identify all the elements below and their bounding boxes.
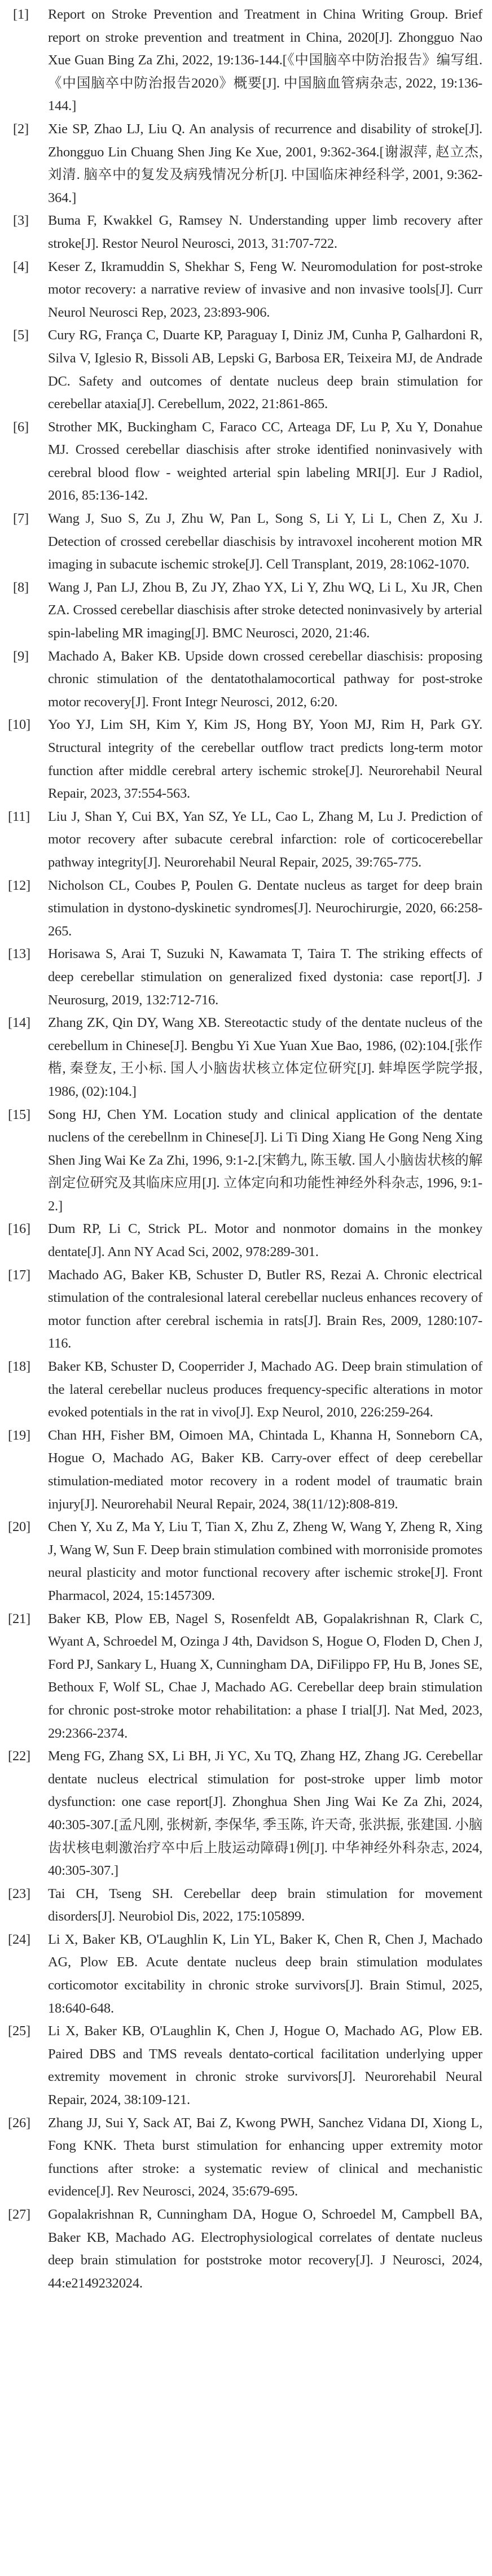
reference-label: [26] — [8, 2115, 31, 2131]
reference-text: Wang J, Pan LJ, Zhou B, Zu JY, Zhao YX, Li Y, Zhu WQ, Li L, Xu JR, Chen ZA. Crossed cerebellar diaschisis after stroke detected noninvasively by arterial spin-labeling MR imaging[J]. BMC Neurosci, 2020, 21:46. — [48, 579, 482, 641]
reference-item-2 — [8, 118, 482, 209]
reference-text: Cury RG, França C, Duarte KP, Paraguay I, Diniz JM, Cunha P, Galhardoni R, Silva V, Iglesio R, Bissoli AB, Lepski G, Barbosa ER, Teixeira MJ, de Andrade DC. Safety and outcomes of dentate nucleus deep brain stimulation for cerebellar ataxia[J]. Cerebellum, 2022, 21:861-865. — [48, 327, 482, 412]
reference-item-3 — [8, 209, 482, 255]
reference-item-23 — [8, 1883, 482, 1928]
reference-item-15 — [8, 1104, 482, 1218]
reference-text: Liu J, Shan Y, Cui BX, Yan SZ, Ye LL, Cao L, Zhang M, Lu J. Prediction of motor recovery after subacute cerebral infarction: role of corticocerebellar pathway integrity[J]. Neurorehabil Neural Repair, 2025, 39:765-775. — [48, 808, 482, 870]
reference-item-9 — [8, 645, 482, 714]
reference-label: [24] — [8, 1931, 31, 1947]
reference-label: [11] — [8, 808, 30, 824]
reference-item-13 — [8, 943, 482, 1012]
reference-label: [21] — [8, 1611, 31, 1626]
reference-label: [5] — [13, 327, 29, 343]
reference-text: Strother MK, Buckingham C, Faraco CC, Arteaga DF, Lu P, Xu Y, Donahue MJ. Crossed cerebellar diaschisis after stroke identified noninvasively with cerebral blood flow - weighted arterial spin labeling MRI[J]. Eur J Radiol, 2016, 85:136-142. — [48, 419, 482, 504]
reference-text: Song HJ, Chen YM. Location study and clinical application of the dentate nuclens of the cerebellnm in Chinese[J]. Li Ti Ding Xiang He Gong Neng Xing Shen Jing Wai Ke Za Zhi, 1996, 9:1-2.[宋鹤九, 陈玉敏. 国人小脑齿状核的解剖定位研究及其临床应用[J]. 立体定向和功能性神经外科杂志, 1996, 9:1-2.] — [48, 1107, 482, 1214]
reference-text: Li X, Baker KB, O'Laughlin K, Chen J, Hogue O, Machado AG, Plow EB. Paired DBS and TMS reveals dentato-cortical facilitation underlying upper extremity movement in chronic stroke survivors[J]. Neurorehabil Neural Repair, 2024, 38:109-121. — [48, 2023, 482, 2108]
reference-label: [4] — [13, 259, 29, 274]
reference-text: Yoo YJ, Lim SH, Kim Y, Kim JS, Hong BY, Yoon MJ, Rim H, Park GY. Structural integrity of the cerebellar outflow tract predicts long-term motor function after middle cerebral artery ischemic stroke[J]. Neurorehabil Neural Repair, 2023, 37:554-563. — [48, 717, 482, 802]
reference-item-16 — [8, 1218, 482, 1263]
reference-label: [7] — [13, 511, 29, 527]
reference-text: Machado AG, Baker KB, Schuster D, Butler RS, Rezai A. Chronic electrical stimulation of the contralesional lateral cerebellar nucleus enhances recovery of motor function after cerebral ischemia in rats[J]. Brain Res, 2009, 1280:107-116. — [48, 1267, 482, 1352]
reference-label: [14] — [8, 1015, 31, 1031]
reference-item-22 — [8, 1745, 482, 1883]
reference-text: Dum RP, Li C, Strick PL. Motor and nonmotor domains in the monkey dentate[J]. Ann NY Acad Sci, 2002, 978:289-301. — [48, 1221, 482, 1260]
reference-item-11 — [8, 806, 482, 874]
reference-label: [22] — [8, 1748, 31, 1764]
reference-text: Chan HH, Fisher BM, Oimoen MA, Chintada L, Khanna H, Sonneborn CA, Hogue O, Machado AG, Baker KB. Carry-over effect of deep cerebellar stimulation-mediated motor recovery in a rodent model of traumatic brain injury[J]. Neurorehabil Neural Repair, 2024, 38(11/12):808-819. — [48, 1427, 482, 1512]
reference-label: [18] — [8, 1359, 31, 1375]
reference-item-12 — [8, 874, 482, 943]
reference-item-6 — [8, 416, 482, 508]
reference-label: [16] — [8, 1221, 31, 1237]
reference-item-17 — [8, 1264, 482, 1355]
reference-text: Machado A, Baker KB. Upside down crossed cerebellar diaschisis: proposing chronic stimulation of the dentatothalamocortical pathway for post-stroke motor recovery[J]. Front Integr Neurosci, 2012, 6:20. — [48, 648, 482, 710]
reference-label: [13] — [8, 946, 31, 962]
reference-label: [2] — [13, 121, 29, 137]
reference-label: [17] — [8, 1267, 31, 1283]
reference-item-27 — [8, 2203, 482, 2295]
reference-item-1 — [8, 3, 482, 118]
reference-text: Gopalakrishnan R, Cunningham DA, Hogue O, Schroedel M, Campbell BA, Baker KB, Machado AG. Electrophysiological correlates of dentate nucleus deep brain stimulation for poststroke motor recovery[J]. J Neurosci, 2024, 44:e2149232024. — [48, 2207, 482, 2291]
reference-label: [6] — [13, 419, 29, 435]
reference-label: [25] — [8, 2023, 31, 2039]
reference-text: Report on Stroke Prevention and Treatment in China Writing Group. Brief report on stroke prevention and treatment in China, 2020[J]. Zhongguo Nao Xue Guan Bing Za Zhi, 2022, 19:136-144.[《中国脑卒中防治报告》编写组.《中国脑卒中防治报告2020》概要[J]. 中国脑血管病杂志, 2022, 19:136-144.] — [48, 7, 482, 114]
reference-text: Wang J, Suo S, Zu J, Zhu W, Pan L, Song S, Li Y, Li L, Chen Z, Xu J. Detection of crossed cerebellar diaschisis by intravoxel incoherent motion MR imaging in subacute ischemic stroke[J]. Cell Transplant, 2019, 28:1062-1070. — [48, 511, 482, 572]
reference-label: [23] — [8, 1886, 31, 1901]
reference-text: Zhang ZK, Qin DY, Wang XB. Stereotactic study of the dentate nucleus of the cerebellum in Chinese[J]. Bengbu Yi Xue Yuan Xue Bao, 1986, (02):104.[张作楷, 秦登友, 王小标. 国人小脑齿状核立体定位研究[J]. 蚌埠医学院学报, 1986, (02):104.] — [48, 1015, 482, 1099]
reference-item-18 — [8, 1355, 482, 1424]
reference-item-25 — [8, 2020, 482, 2111]
reference-item-21 — [8, 1608, 482, 1746]
reference-text: Nicholson CL, Coubes P, Poulen G. Dentate nucleus as target for deep brain stimulation in dystono-dyskinetic syndromes[J]. Neurochirurgie, 2020, 66:258-265. — [48, 877, 482, 939]
reference-label: [3] — [13, 213, 29, 229]
reference-label: [27] — [8, 2207, 31, 2222]
reference-label: [20] — [8, 1519, 31, 1535]
reference-item-4 — [8, 256, 482, 325]
reference-text: Meng FG, Zhang SX, Li BH, Ji YC, Xu TQ, Zhang HZ, Zhang JG. Cerebellar dentate nucleus electrical stimulation for post-stroke upper limb motor dysfunction: one case report[J]. Zhonghua Shen Jing Wai Ke Za Zhi, 2024, 40:305-307.[孟凡刚, 张树新, 李保华, 季玉陈, 许天奇, 张洪振, 张建国. 小脑齿状核电刺激治疗卒中后上肢运动障碍1例[J]. 中华神经外科杂志, 2024, 40:305-307.] — [48, 1748, 482, 1879]
reference-label: [1] — [13, 7, 29, 22]
reference-text: Li X, Baker KB, O'Laughlin K, Lin YL, Baker K, Chen R, Chen J, Machado AG, Plow EB. Acute dentate nucleus deep brain stimulation modulates corticomotor excitability in chronic stroke survivors[J]. Brain Stimul, 2025, 18:640-648. — [48, 1931, 482, 2016]
reference-item-26 — [8, 2112, 482, 2203]
reference-label: [8] — [13, 579, 29, 595]
reference-text: Chen Y, Xu Z, Ma Y, Liu T, Tian X, Zhu Z, Zheng W, Wang Y, Zheng R, Xing J, Wang W, Sun F. Deep brain stimulation combined with morroniside promotes neural plasticity and motor functional recovery after ischemic stroke[J]. Front Pharmacol, 2024, 15:1457309. — [48, 1519, 482, 1603]
reference-item-5 — [8, 324, 482, 416]
reference-label: [10] — [8, 717, 31, 733]
reference-label: [12] — [8, 877, 31, 893]
reference-text: Keser Z, Ikramuddin S, Shekhar S, Feng W. Neuromodulation for post-stroke motor recovery: a narrative review of invasive and non invasive tools[J]. Curr Neurol Neurosci Rep, 2023, 23:893-906. — [48, 259, 482, 320]
reference-item-14 — [8, 1012, 482, 1103]
reference-text: Xie SP, Zhao LJ, Liu Q. An analysis of recurrence and disability of stroke[J]. Zhongguo Lin Chuang Shen Jing Ke Xue, 2001, 9:362-364.[谢淑萍, 赵立杰, 刘清. 脑卒中的复发及病残情况分析[J]. 中国临床神经科学, 2001, 9:362-364.] — [48, 121, 482, 205]
reference-item-24 — [8, 1928, 482, 2020]
reference-item-8 — [8, 576, 482, 645]
reference-item-19 — [8, 1424, 482, 1516]
reference-text: Zhang JJ, Sui Y, Sack AT, Bai Z, Kwong PWH, Sanchez Vidana DI, Xiong L, Fong KNK. Theta burst stimulation for enhancing upper extremity motor functions after stroke: a systematic review of clinical and mechanistic evidence[J]. Rev Neurosci, 2024, 35:679-695. — [48, 2115, 482, 2199]
reference-text: Baker KB, Schuster D, Cooperrider J, Machado AG. Deep brain stimulation of the lateral cerebellar nucleus produces frequency-specific alterations in motor evoked potentials in the rat in vivo[J]. Exp Neurol, 2010, 226:259-264. — [48, 1359, 482, 1420]
reference-item-7 — [8, 508, 482, 576]
reference-item-20 — [8, 1516, 482, 1607]
reference-text: Baker KB, Plow EB, Nagel S, Rosenfeldt AB, Gopalakrishnan R, Clark C, Wyant A, Schroedel M, Ozinga J 4th, Davidson S, Hogue O, Floden D, Chen J, Ford PJ, Sankary L, Huang X, Cunningham DA, DiFilippo FP, Hu B, Jones SE, Bethoux F, Wolf SL, Chae J, Machado AG. Cerebellar deep brain stimulation for chronic post-stroke motor rehabilitation: a phase I trial[J]. Nat Med, 2023, 29:2366-2374. — [48, 1611, 482, 1741]
reference-label: [9] — [13, 648, 29, 664]
reference-text: Horisawa S, Arai T, Suzuki N, Kawamata T, Taira T. The striking effects of deep cerebellar stimulation on generalized fixed dystonia: case report[J]. J Neurosurg, 2019, 132:712-716. — [48, 946, 482, 1008]
reference-label: [15] — [8, 1107, 31, 1122]
reference-item-10 — [8, 714, 482, 805]
reference-text: Tai CH, Tseng SH. Cerebellar deep brain stimulation for movement disorders[J]. Neurobiol Dis, 2022, 175:105899. — [48, 1886, 482, 1925]
reference-text: Buma F, Kwakkel G, Ramsey N. Understanding upper limb recovery after stroke[J]. Restor Neurol Neurosci, 2013, 31:707-722. — [48, 213, 482, 251]
reference-label: [19] — [8, 1427, 31, 1443]
